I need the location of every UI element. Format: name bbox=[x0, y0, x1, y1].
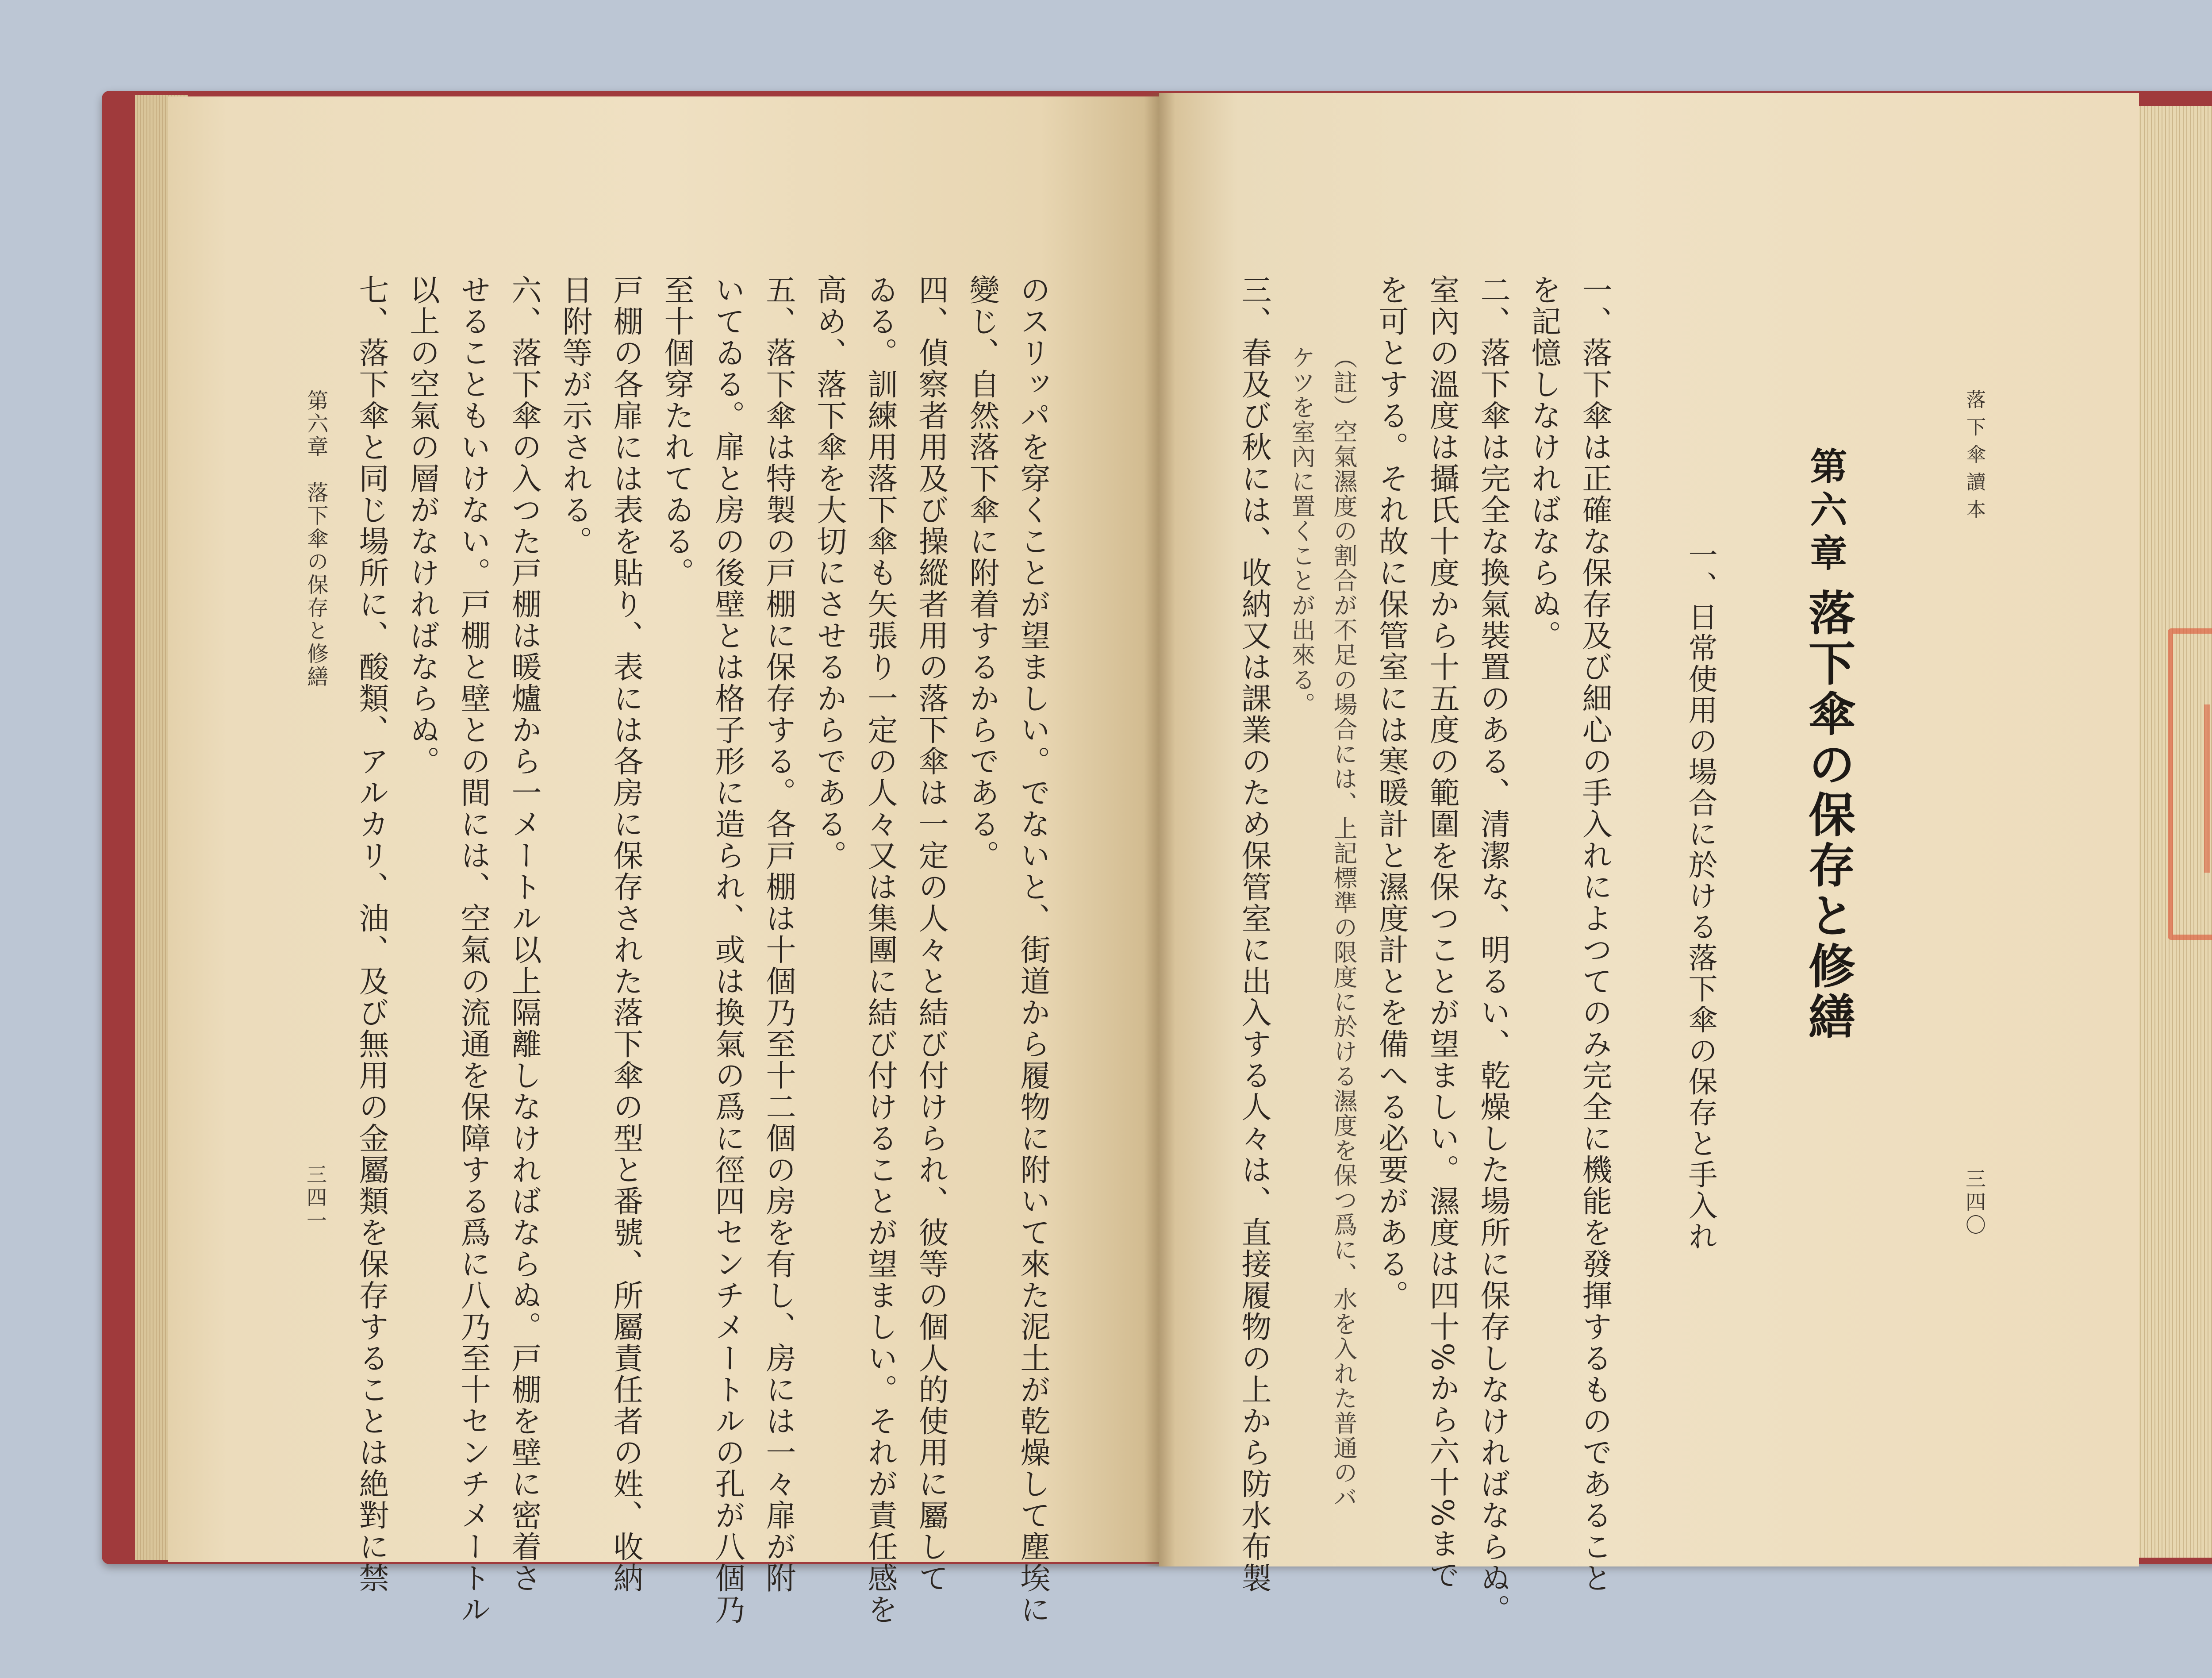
left-line-11: 六、落下傘の入つた戸棚は暖爐から一メートル以上隔離しなければならぬ。戸棚を壁に密着さ bbox=[507, 274, 541, 1594]
book-gutter bbox=[1144, 93, 1175, 1566]
right-page-number: 三四〇 bbox=[1962, 1168, 1986, 1237]
running-header: 落下傘讀本 bbox=[1963, 389, 1985, 527]
left-line-8: 至十個穿たれてゐる。 bbox=[659, 274, 694, 589]
right-line-5: を可とする。それ故に保管室には寒暖計と濕度計とを備へる必要がある。 bbox=[1374, 274, 1409, 1311]
note-line-2: ケツを室內に置くことが出來る。 bbox=[1288, 345, 1316, 717]
left-line-10: 日附等が示される。 bbox=[557, 274, 592, 557]
left-line-6: 五、落下傘は特製の戸棚に保存する。各戸棚は十個乃至十二個の房を有し、房には一々扉が附 bbox=[761, 274, 796, 1594]
left-line-4: ゐる。訓練用落下傘も矢張り一定の人々又は集團に結び付けることが望ましい。それが責任感を bbox=[863, 274, 898, 1625]
left-line-13: 以上の空氣の層がなければならぬ。 bbox=[405, 274, 440, 777]
right-line-1: 一、落下傘は正確な保存及び細心の手入れによつてのみ完全に機能を發揮するものであること bbox=[1577, 274, 1612, 1594]
left-line-9: 戸棚の各扉には表を貼り、表には各房に保存された落下傘の型と番號、所屬責任者の姓、收納 bbox=[608, 274, 643, 1594]
note-line-1: （註）空氣濕度の割合が不足の場合には、上記標準の限度に於ける濕度を保つ爲に、水を入れた普通のバ bbox=[1330, 345, 1358, 1510]
left-line-1: のスリッパを穿くことが望ましい。でないと、街道から履物に附いて來た泥土が乾燥して塵埃に bbox=[1015, 274, 1050, 1625]
left-page-number: 三四一 bbox=[303, 1164, 327, 1233]
chapter-label: 第六章 bbox=[1804, 447, 1848, 577]
right-line-3: 二、落下傘は完全な換氣裝置のある、清潔な、明るい、乾燥した場所に保存しなければならぬ。 bbox=[1475, 274, 1510, 1625]
right-line-4: 室內の溫度は攝氏十度から十五度の範圍を保つことが望ましい。濕度は四十%から六十%まで bbox=[1425, 274, 1459, 1591]
right-line-2: を記憶しなければならぬ。 bbox=[1526, 274, 1561, 651]
left-line-7: いてゐる。扉と房の後壁とは格子形に造られ、或は換氣の爲に徑四センチメートルの孔が八個乃 bbox=[710, 274, 745, 1625]
library-stamp-mark bbox=[2204, 704, 2212, 873]
section-heading: 一、日常使用の場合に於ける落下傘の保存と手入れ bbox=[1683, 540, 1717, 1252]
left-line-12: せることもいけない。戸棚と壁との間には、空氣の流通を保障する爲に八乃至十センチメートル bbox=[456, 274, 491, 1625]
right-page bbox=[1159, 93, 2139, 1566]
left-footer-running-title: 第六章 落下傘の保存と修繕 bbox=[303, 389, 328, 689]
left-line-5: 高め、落下傘を大切にさせるからである。 bbox=[812, 274, 847, 871]
library-stamp bbox=[2168, 628, 2212, 940]
left-line-14: 七、落下傘と同じ場所に、酸類、アルカリ、油、及び無用の金屬類を保存することは絶對に禁 bbox=[354, 274, 389, 1594]
left-line-3: 四、偵察者用及び操縱者用の落下傘は一定の人々と結び付けられ、彼等の個人的使用に屬して bbox=[914, 274, 949, 1594]
chapter-title: 落下傘の保存と修繕 bbox=[1801, 589, 1856, 1043]
left-line-2: 變じ、自然落下傘に附着するからである。 bbox=[964, 274, 999, 871]
right-line-6: 三、春及び秋には、收納又は課業のため保管室に出入する人々は、直接履物の上から防水布製 bbox=[1237, 274, 1271, 1594]
